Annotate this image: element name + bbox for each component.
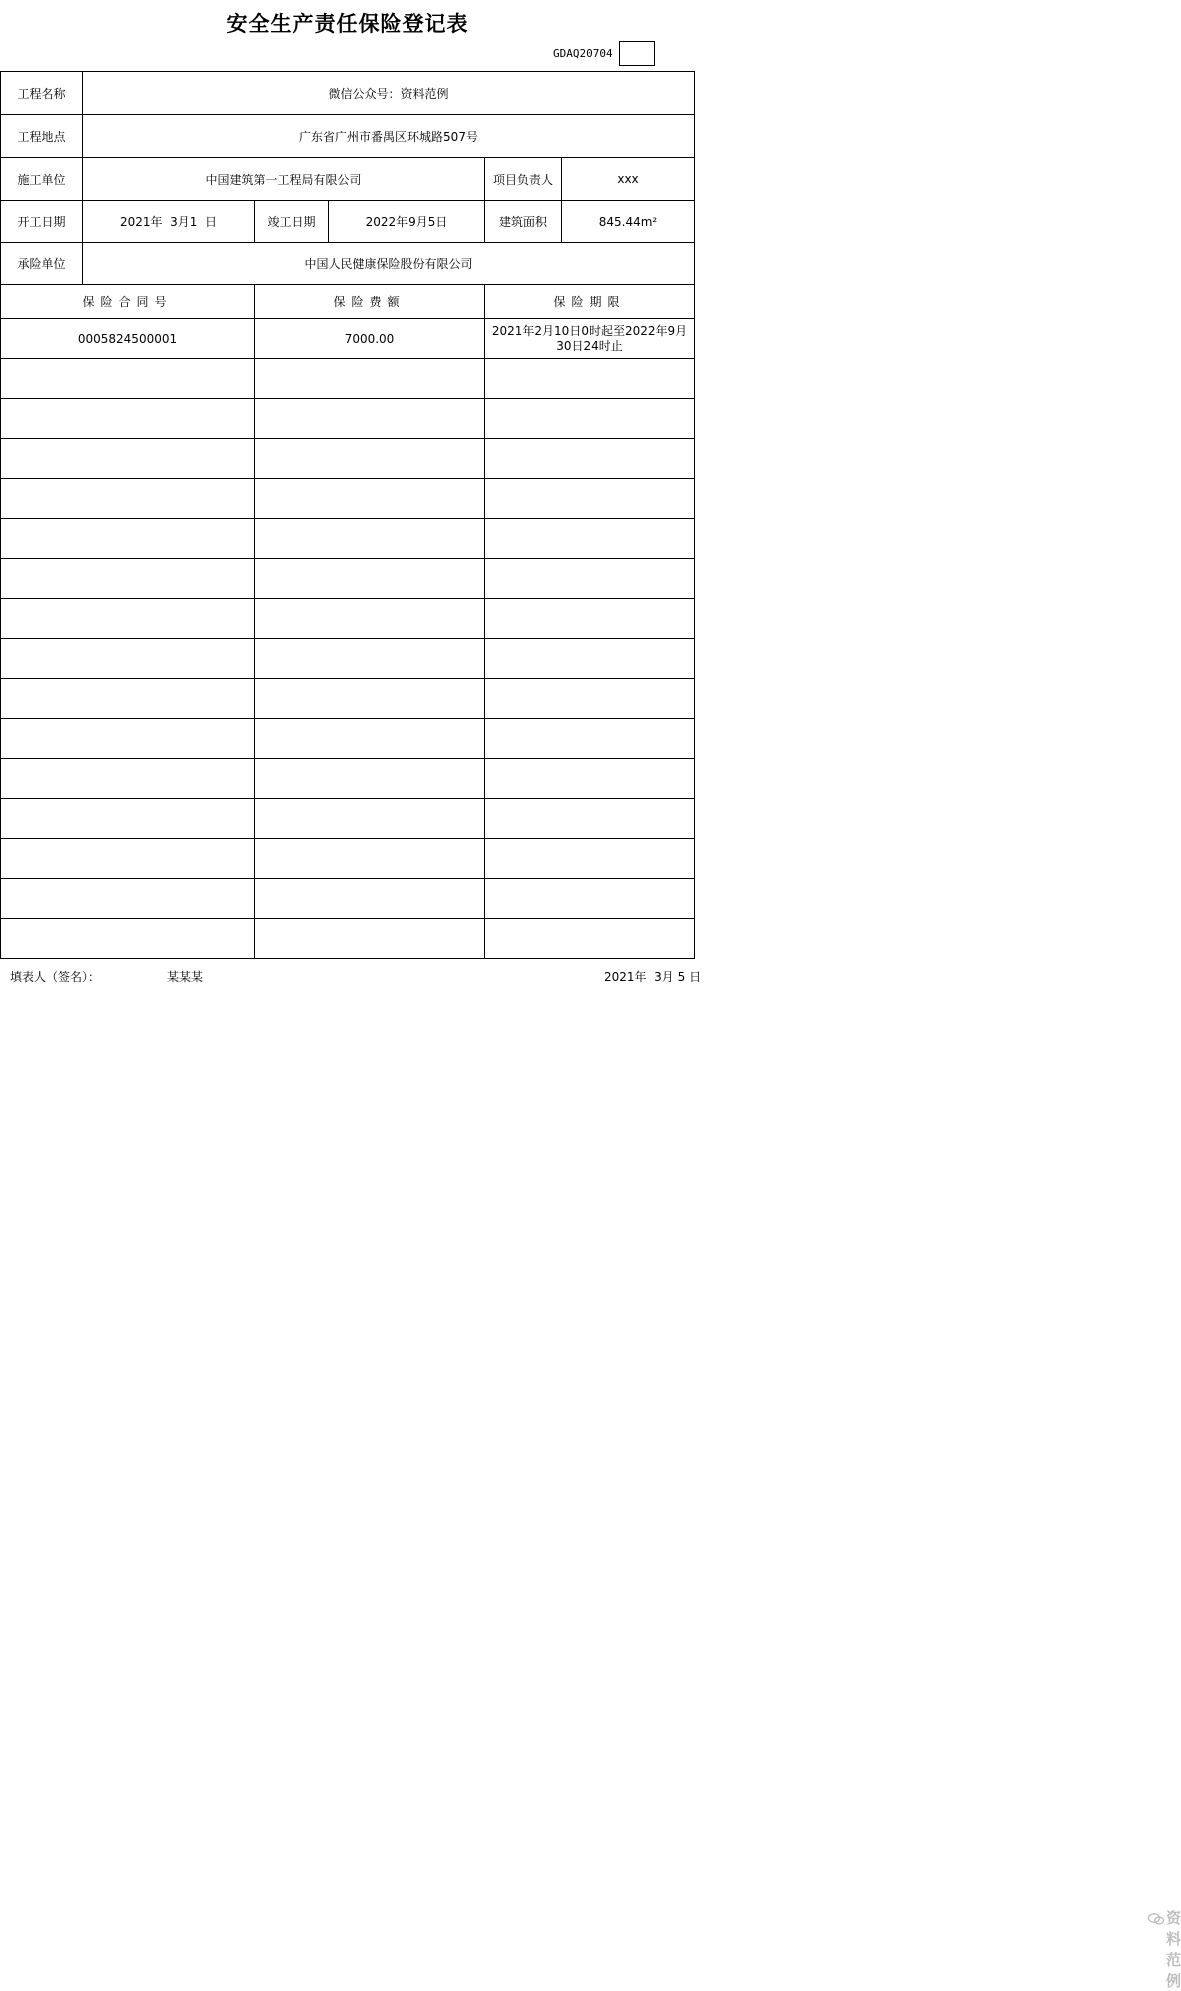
project-name-label: 工程名称 bbox=[1, 72, 83, 115]
empty-cell bbox=[255, 719, 485, 759]
form-title: 安全生产责任保险登记表 bbox=[226, 12, 469, 36]
empty-cell bbox=[1, 599, 255, 639]
empty-row bbox=[1, 599, 695, 639]
form-code-box bbox=[619, 41, 655, 66]
empty-cell bbox=[485, 879, 695, 919]
empty-cell bbox=[255, 359, 485, 399]
empty-cell bbox=[485, 599, 695, 639]
watermark-text: 资料范例 bbox=[1166, 1909, 1181, 1990]
fill-date: 2021年 3月 5 日 bbox=[604, 970, 702, 984]
empty-cell bbox=[1, 519, 255, 559]
empty-row bbox=[1, 719, 695, 759]
empty-cell bbox=[255, 439, 485, 479]
empty-cell bbox=[255, 759, 485, 799]
empty-cell bbox=[1, 399, 255, 439]
start-date-label: 开工日期 bbox=[1, 201, 83, 243]
empty-row bbox=[1, 879, 695, 919]
registration-table bbox=[0, 71, 695, 959]
project-manager-label: 项目负责人 bbox=[485, 158, 562, 201]
col-header-premium: 保险费额 bbox=[255, 285, 485, 319]
completion-date-value: 2022年9月5日 bbox=[329, 201, 485, 243]
policy-premium: 7000.00 bbox=[255, 319, 485, 359]
empty-row bbox=[1, 359, 695, 399]
filler-name: 某某某 bbox=[167, 970, 204, 984]
empty-cell bbox=[485, 559, 695, 599]
form-code: GDAQ20704 bbox=[553, 47, 613, 60]
empty-rows bbox=[1, 359, 695, 959]
empty-row bbox=[1, 519, 695, 559]
empty-cell bbox=[485, 759, 695, 799]
empty-cell bbox=[1, 639, 255, 679]
completion-date-label: 竣工日期 bbox=[255, 201, 329, 243]
empty-cell bbox=[1, 359, 255, 399]
filler-label: 填表人（签名）： bbox=[10, 970, 101, 984]
empty-row bbox=[1, 479, 695, 519]
empty-row bbox=[1, 639, 695, 679]
empty-row bbox=[1, 559, 695, 599]
empty-cell bbox=[255, 479, 485, 519]
empty-row bbox=[1, 439, 695, 479]
empty-cell bbox=[1, 479, 255, 519]
contractor-label: 施工单位 bbox=[1, 158, 83, 201]
empty-cell bbox=[1, 919, 255, 959]
empty-cell bbox=[1, 679, 255, 719]
empty-cell bbox=[255, 399, 485, 439]
empty-cell bbox=[255, 519, 485, 559]
empty-cell bbox=[1, 839, 255, 879]
empty-cell bbox=[485, 439, 695, 479]
building-area-label: 建筑面积 bbox=[485, 201, 562, 243]
empty-cell bbox=[485, 719, 695, 759]
empty-cell bbox=[255, 879, 485, 919]
policy-contract-no: 0005824500001 bbox=[1, 319, 255, 359]
empty-cell bbox=[485, 799, 695, 839]
empty-row bbox=[1, 759, 695, 799]
empty-cell bbox=[1, 879, 255, 919]
empty-cell bbox=[1, 439, 255, 479]
empty-cell bbox=[485, 479, 695, 519]
project-name-value: 微信公众号：资料范例 bbox=[83, 72, 695, 115]
empty-row bbox=[1, 799, 695, 839]
empty-cell bbox=[485, 679, 695, 719]
empty-cell bbox=[255, 919, 485, 959]
empty-row bbox=[1, 679, 695, 719]
empty-cell bbox=[485, 839, 695, 879]
empty-cell bbox=[485, 359, 695, 399]
empty-cell bbox=[485, 399, 695, 439]
empty-cell bbox=[485, 919, 695, 959]
empty-cell bbox=[255, 639, 485, 679]
empty-cell bbox=[1, 799, 255, 839]
insurer-label: 承险单位 bbox=[1, 243, 83, 285]
empty-cell bbox=[1, 559, 255, 599]
empty-cell bbox=[485, 639, 695, 679]
empty-cell bbox=[1, 719, 255, 759]
project-location-label: 工程地点 bbox=[1, 115, 83, 158]
project-manager-value: xxx bbox=[562, 158, 695, 201]
empty-cell bbox=[255, 559, 485, 599]
policy-period: 2021年2月10日0时起至2022年9月30日24时止 bbox=[485, 319, 695, 359]
col-header-contract-no: 保险合同号 bbox=[1, 285, 255, 319]
empty-cell bbox=[255, 799, 485, 839]
insurer-value: 中国人民健康保险股份有限公司 bbox=[83, 243, 695, 285]
col-header-period: 保险期限 bbox=[485, 285, 695, 319]
empty-cell bbox=[255, 599, 485, 639]
empty-row bbox=[1, 399, 695, 439]
empty-cell bbox=[255, 679, 485, 719]
empty-cell bbox=[485, 519, 695, 559]
start-date-value: 2021年 3月1 日 bbox=[83, 201, 255, 243]
building-area-value: 845.44m² bbox=[562, 201, 695, 243]
empty-cell bbox=[1, 759, 255, 799]
empty-row bbox=[1, 919, 695, 959]
empty-cell bbox=[255, 839, 485, 879]
contractor-value: 中国建筑第一工程局有限公司 bbox=[83, 158, 485, 201]
empty-row bbox=[1, 839, 695, 879]
project-location-value: 广东省广州市番禺区环城路507号 bbox=[83, 115, 695, 158]
wechat-icon bbox=[1148, 1913, 1164, 1925]
